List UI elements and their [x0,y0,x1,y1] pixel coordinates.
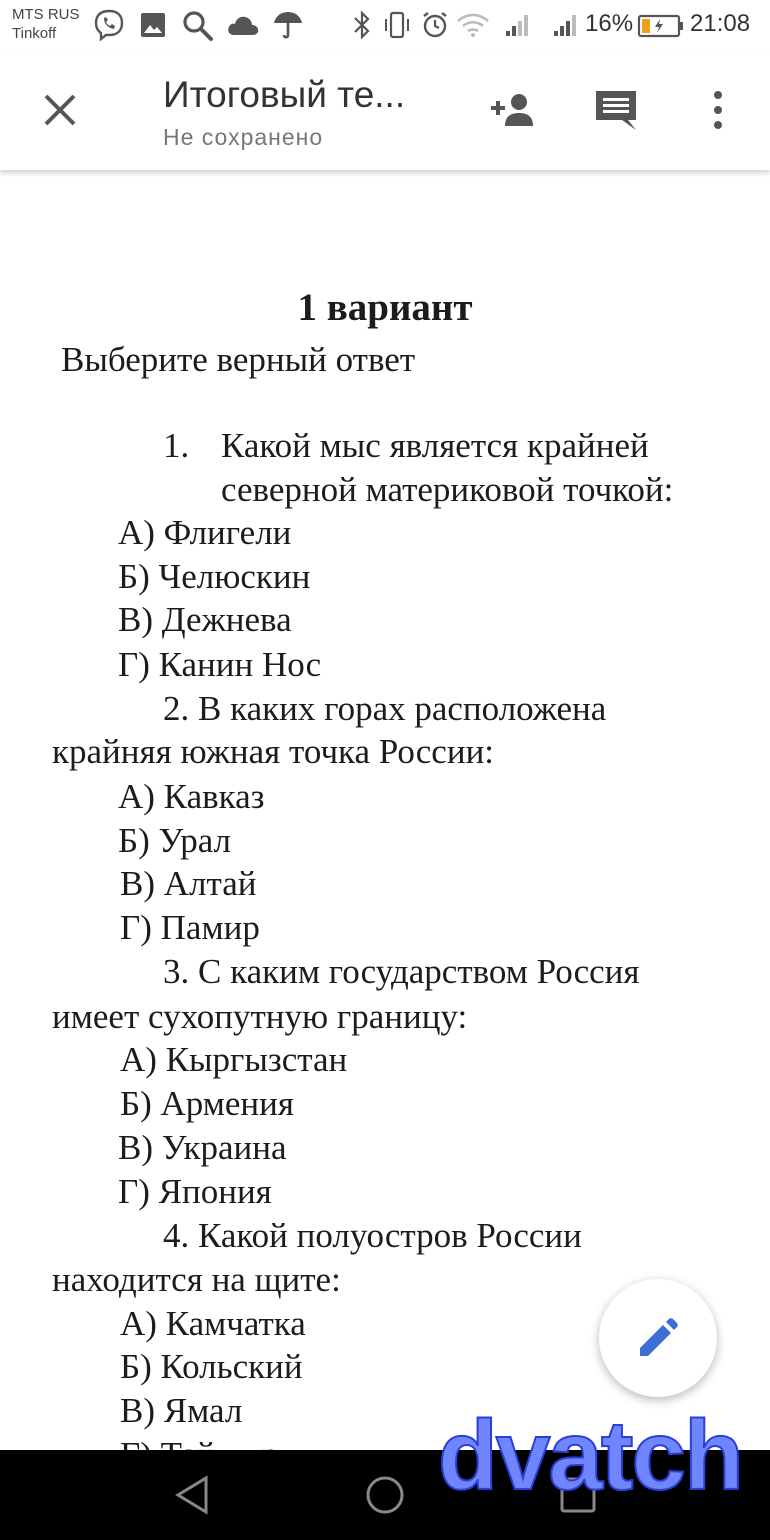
edit-button[interactable] [599,1279,717,1397]
document-line: 2. В каких горах расположена [163,689,607,728]
document-line: Б) Урал [118,821,232,860]
document-line: находится на щите: [52,1260,341,1299]
carrier-name-1: MTS RUS [12,6,80,23]
add-person-icon [489,92,539,128]
document-line: В) Алтай [120,864,257,903]
document-line: В) Украина [118,1128,287,1167]
document-line: В) Ямал [120,1391,243,1430]
alarm-icon [421,11,449,39]
document-line: 1. [163,426,190,465]
signal-icon [552,12,580,38]
clock: 21:08 [690,10,751,37]
app-bar [0,50,770,170]
more-options-button[interactable] [688,80,748,140]
signal-icon [504,12,532,38]
document-line: В) Дежнева [118,600,292,639]
carrier-labels [12,5,80,43]
umbrella-icon [272,10,304,40]
document-line: Г) Канин Нос [118,645,322,684]
close-button[interactable] [30,80,90,140]
vibrate-icon [383,11,411,39]
watermark-logo: dvatch [438,1400,742,1510]
document-line: крайняя южная точка России: [52,732,495,771]
comment-icon [594,88,638,132]
document-line: Г) Япония [118,1172,272,1211]
search-icon [182,10,214,42]
document-line: Б) Армения [120,1084,294,1123]
document-line: имеет сухопутную границу: [52,997,468,1036]
battery-percent: 16% [585,10,634,37]
back-button[interactable] [162,1470,222,1520]
save-status: Не сохранено [163,124,324,150]
status-bar [0,0,770,50]
document-line: северной материковой точкой: [221,470,674,509]
instruction-text: Выберите верный ответ [61,340,416,379]
document-line: А) Кыргызстан [120,1040,348,1079]
document-line: Б) Кольский [120,1347,303,1386]
carrier-name-2: Tinkoff [12,25,57,42]
document-body[interactable] [0,172,770,1450]
viber-icon [92,8,126,42]
document-line: Какой мыс является крайней [221,426,649,465]
variant-heading: 1 вариант [297,286,473,329]
cloud-icon [226,14,260,36]
wifi-icon [456,12,490,38]
more-vert-icon [712,90,724,130]
document-line: 3. С каким государством Россия [163,952,640,991]
share-button[interactable] [484,80,544,140]
battery-icon [638,14,684,38]
home-icon [364,1474,406,1516]
document-line: Г) Памир [120,908,260,947]
document-line: 4. Какой полуостров России [163,1216,582,1255]
document-line: Б) Челюскин [118,557,311,596]
close-icon [43,93,77,127]
back-icon [174,1475,210,1515]
document-line: А) Флигели [118,513,292,552]
document-line: А) Камчатка [120,1304,306,1343]
document-line: А) Кавказ [118,777,265,816]
comments-button[interactable] [586,80,646,140]
gallery-icon [140,12,166,38]
bluetooth-icon [352,10,372,40]
edit-pencil-icon [636,1316,680,1360]
document-title: Итоговый те... [163,74,406,115]
home-button[interactable] [355,1470,415,1520]
